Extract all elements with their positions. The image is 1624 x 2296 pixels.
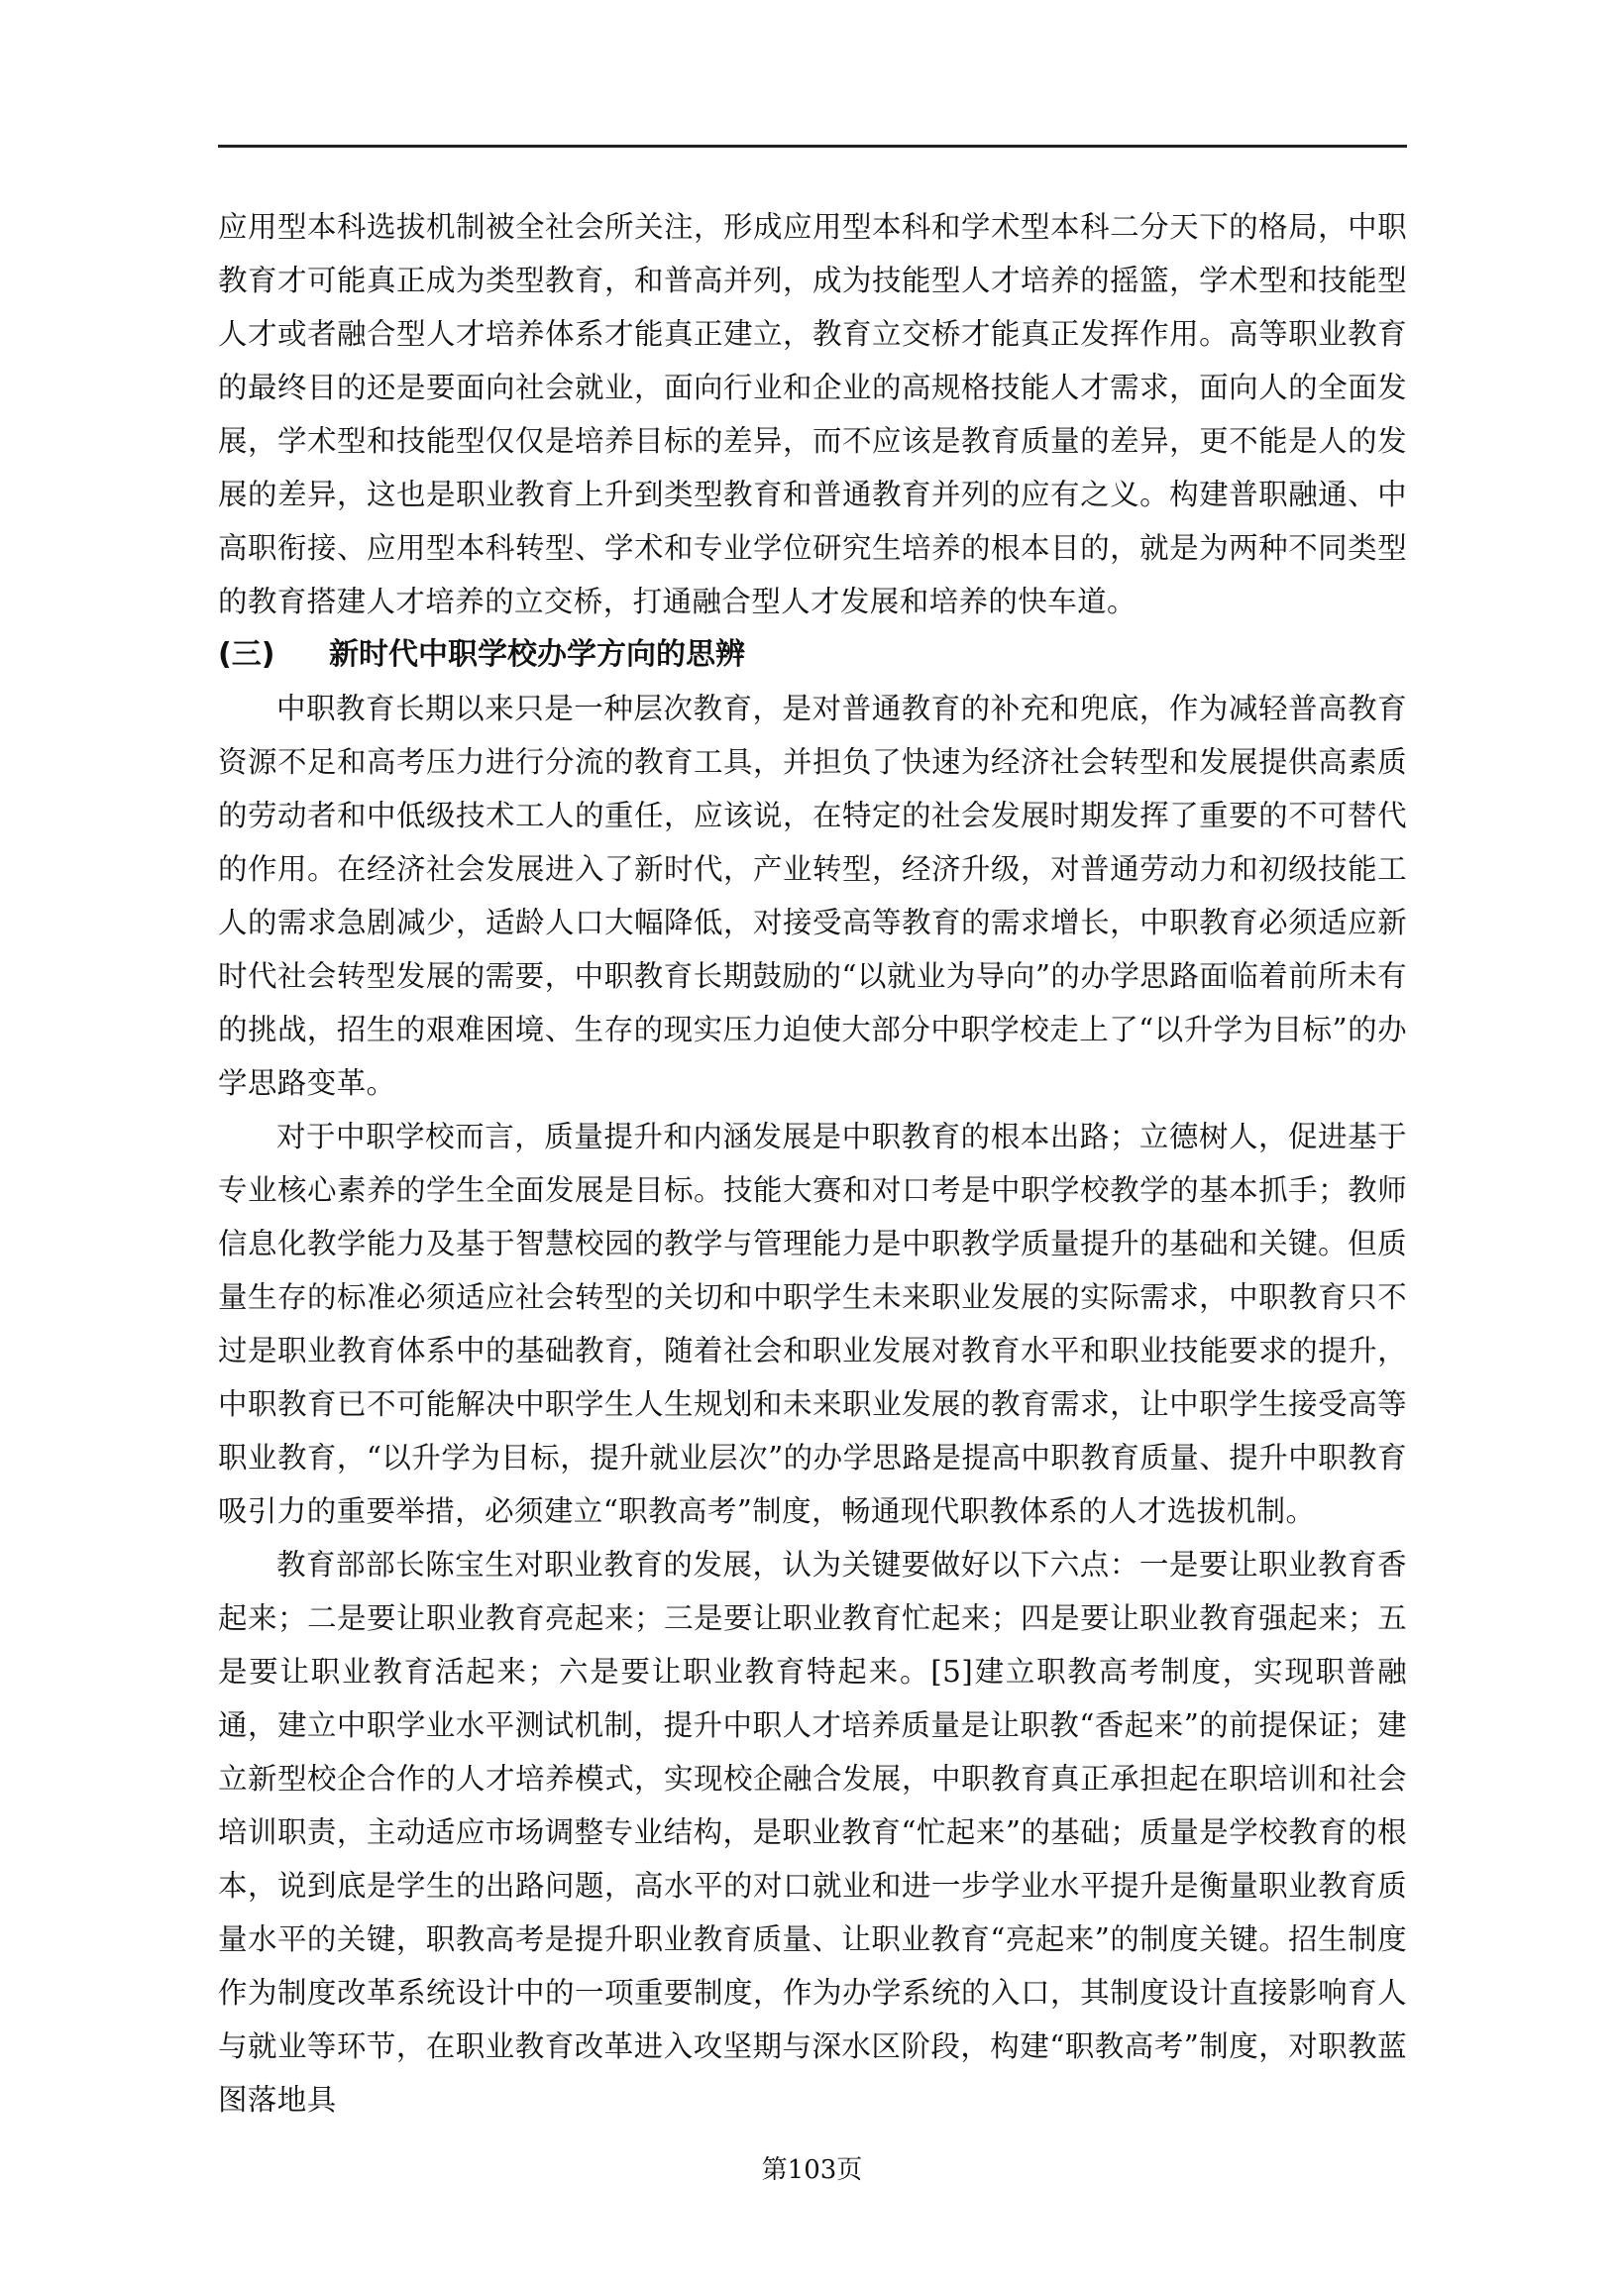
section-title: 新时代中职学校办学方向的思辨 [329, 637, 745, 672]
section-number: (三) [218, 637, 275, 672]
paragraph-continuation: 应用型本科选拔机制被全社会所关注，形成应用型本科和学术型本科二分天下的格局，中职教育才可能真正成为类型教育，和普高并列，成为技能型人才培养的摇篮，学术型和技能型人才或者融合型人才培养体系才能真正建立，教育立交桥才能真正发挥作用。高等职业教育的最终目的还是要面向社会就业，面向行业和企业的高规格技能人才需求，面向人的全面发展，学术型和技能型仅仅是培养目标的差异，而不应该是教育质量的差异，更不能是人的发展的差异，这也是职业教育上升到类型教育和普通教育并列的应有之义。构建普职融通、中高职衔接、应用型本科转型、学术和专业学位研究生培养的根本目的，就是为两种不同类型的教育搭建人才培养的立交桥，打通融合型人才发展和培养的快车道。 [218, 210, 1407, 618]
page-body [218, 200, 1407, 2127]
page-number: 第103页 [761, 2155, 863, 2185]
paragraph-3: 教育部部长陈宝生对职业教育的发展，认为关键要做好以下六点：一是要让职业教育香起来；二是要让职业教育亮起来；三是要让职业教育忙起来；四是要让职业教育强起来；五是要让职业教育活起来；六是要让职业教育特起来。[5]建立职教高考制度，实现职普融通，建立中职学业水平测试机制，提升中职人才培养质量是让职教“香起来”的前提保证；建立新型校企合作的人才培养模式，实现校企融合发展，中职教育真正承担起在职培训和社会培训职责，主动适应市场调整专业结构，是职业教育“忙起来”的基础；质量是学校教育的根本，说到底是学生的出路问题，高水平的对口就业和进一步学业水平提升是衡量职业教育质量水平的关键，职教高考是提升职业教育质量、让职业教育“亮起来”的制度关键。招生制度作为制度改革系统设计中的一项重要制度，作为办学系统的入口，其制度设计直接影响育人与就业等环节，在职业教育改革进入攻坚期与深水区阶段，构建“职教高考”制度，对职教蓝图落地具 [218, 1548, 1407, 2117]
section-heading [218, 628, 1407, 682]
header-rule [218, 145, 1407, 148]
paragraph-1: 中职教育长期以来只是一种层次教育，是对普通教育的补充和兜底，作为减轻普高教育资源不足和高考压力进行分流的教育工具，并担负了快速为经济社会转型和发展提供高素质的劳动者和中低级技术工人的重任，应该说，在特定的社会发展时期发挥了重要的不可替代的作用。在经济社会发展进入了新时代，产业转型，经济升级，对普通劳动力和初级技能工人的需求急剧减少，适龄人口大幅降低，对接受高等教育的需求增长，中职教育必须适应新时代社会转型发展的需要，中职教育长期鼓励的“以就业为导向”的办学思路面临着前所未有的挑战，招生的艰难困境、生存的现实压力迫使大部分中职学校走上了“以升学为目标”的办学思路变革。 [218, 692, 1407, 1100]
paragraph-2: 对于中职学校而言，质量提升和内涵发展是中职教育的根本出路；立德树人，促进基于专业核心素养的学生全面发展是目标。技能大赛和对口考是中职学校教学的基本抓手；教师信息化教学能力及基于智慧校园的教学与管理能力是中职教学质量提升的基础和关键。但质量生存的标准必须适应社会转型的关切和中职学生未来职业发展的实际需求，中职教育只不过是职业教育体系中的基础教育，随着社会和职业发展对教育水平和职业技能要求的提升，中职教育已不可能解决中职学生人生规划和未来职业发展的教育需求，让中职学生接受高等职业教育，“以升学为目标，提升就业层次”的办学思路是提高中职教育质量、提升中职教育吸引力的重要举措，必须建立“职教高考”制度，畅通现代职教体系的人才选拔机制。 [218, 1120, 1407, 1528]
